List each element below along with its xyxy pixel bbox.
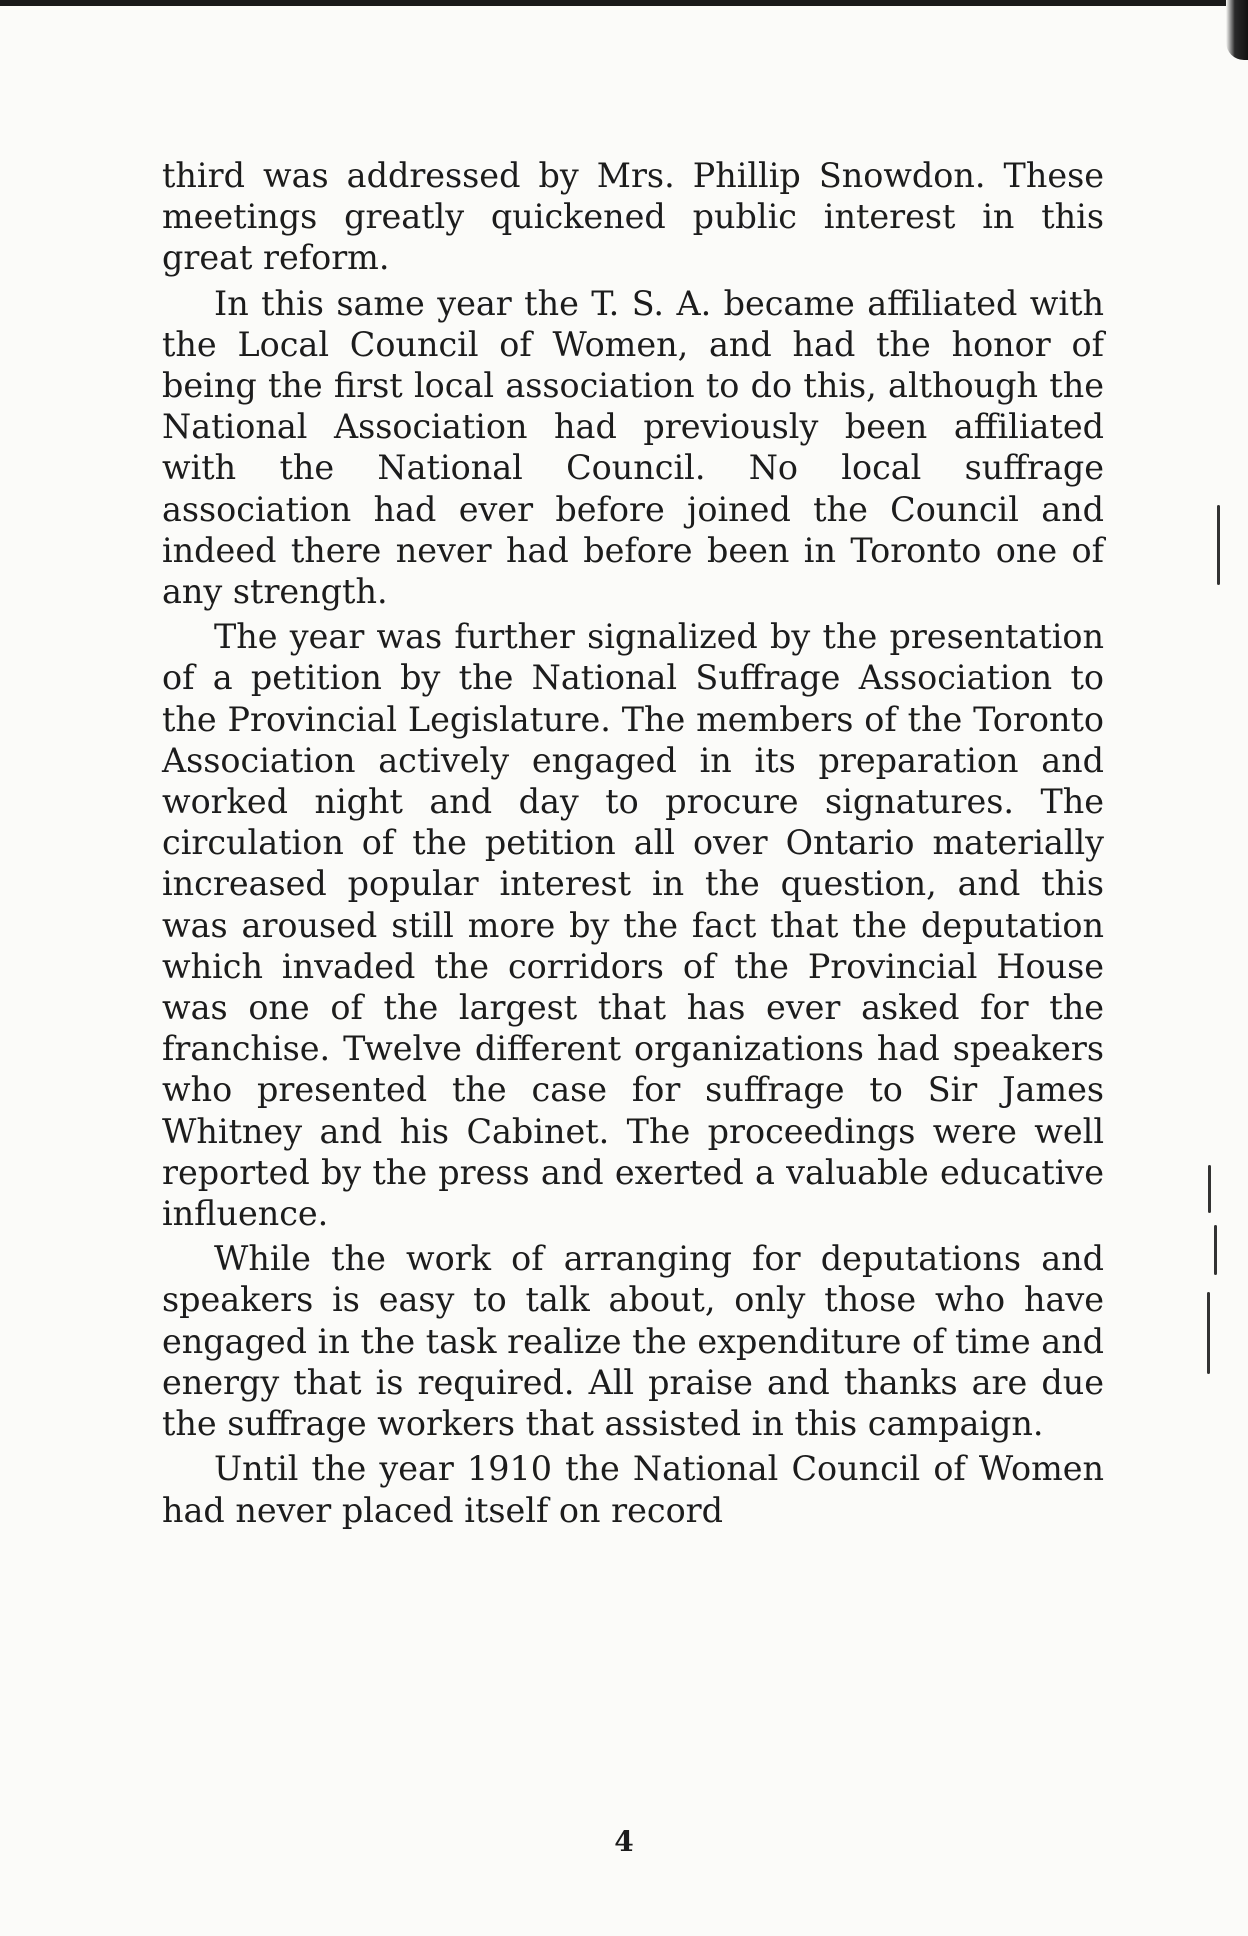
page-number: 4 — [614, 1825, 634, 1858]
top-edge-rule — [0, 0, 1248, 6]
body-text — [162, 155, 1104, 1531]
margin-scan-mark — [1208, 1165, 1211, 1213]
margin-scan-mark — [1207, 1292, 1210, 1374]
paragraph: third was addressed by Mrs. Phillip Snowdon. These meetings greatly quickened public interest in this great reform. — [162, 156, 1104, 278]
margin-scan-mark — [1214, 1225, 1217, 1275]
paragraph: Until the year 1910 the National Council of Women had never placed itself on record — [162, 1449, 1104, 1530]
corner-scan-mark — [1226, 0, 1248, 60]
paragraph: The year was further signalized by the presentation of a petition by the National Suffrage Association to the Provincial Legislature. The members of the Toronto Association actively engaged in its preparation and worked night and day to procure signatures. The circulation of the petition all over Ontario materially increased popular interest in the question, and this was aroused still more by the fact that the deputation which invaded the corridors of the Provincial House was one of the largest that has ever asked for the franchise. Twelve different organizations had speakers who presented the case for suffrage to Sir James Whitney and his Cabinet. The proceedings were well reported by the press and exerted a valuable educative influence. — [162, 617, 1104, 1234]
paragraph: In this same year the T. S. A. became affiliated with the Local Council of Women, and had the honor of being the first local association to do this, although the National Association had previously been affiliated with the National Council. No local suffrage association had ever before joined the Council and indeed there never had before been in Toronto one of any strength. — [162, 283, 1104, 612]
margin-scan-mark — [1217, 505, 1220, 585]
paragraph: While the work of arranging for deputations and speakers is easy to talk about, only those who have engaged in the task realize the expenditure of time and energy that is required. All praise and thanks are due the suffrage workers that assisted in this campaign. — [162, 1239, 1104, 1444]
